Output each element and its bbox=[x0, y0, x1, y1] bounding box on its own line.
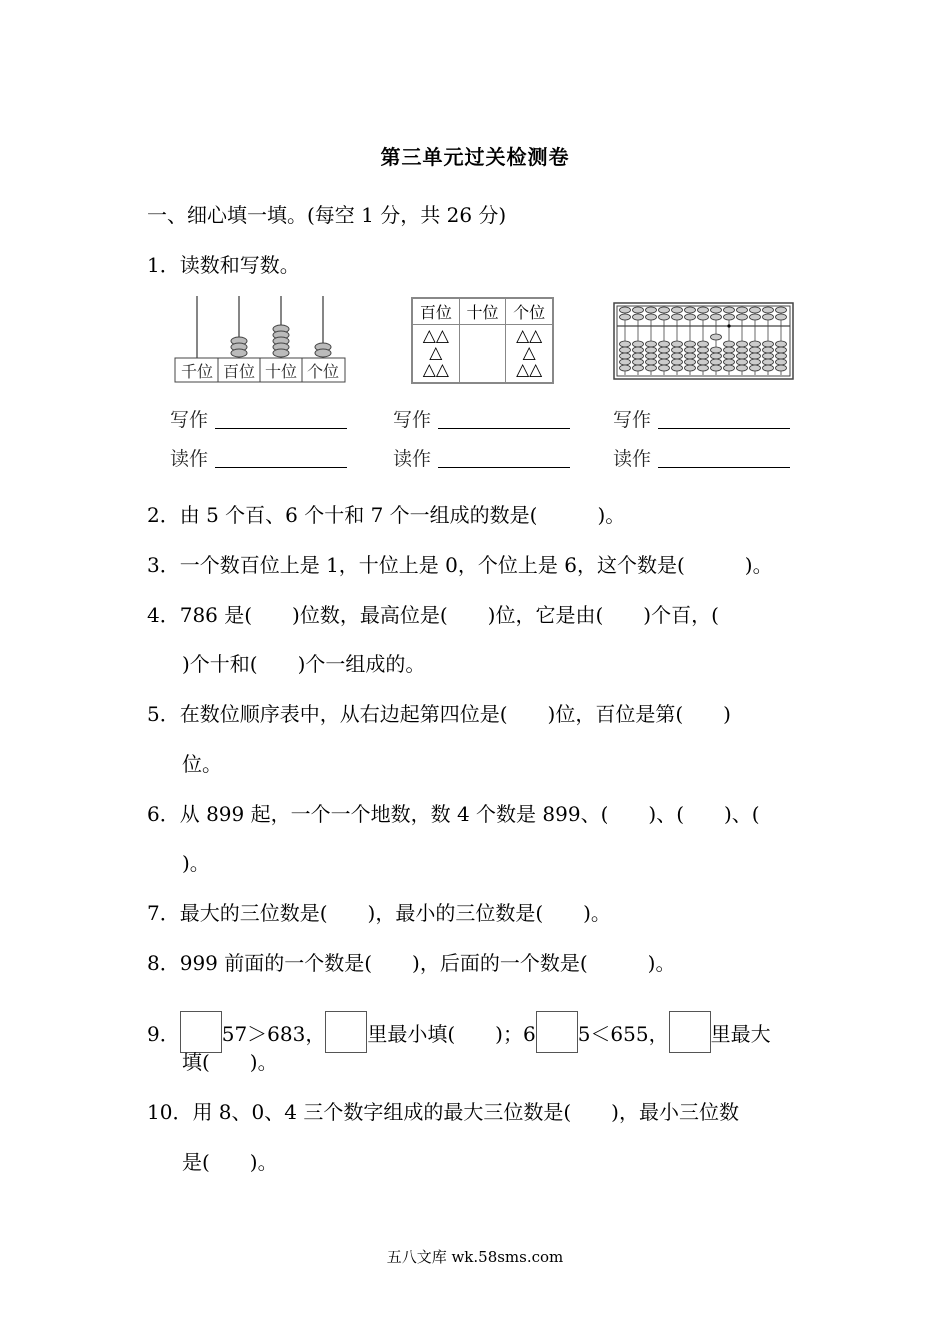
question-1: 1．读数和写数。 bbox=[147, 253, 300, 277]
abacus-bead bbox=[750, 353, 761, 359]
abacus-bead bbox=[776, 359, 787, 365]
read-answer-line-3[interactable] bbox=[658, 467, 790, 468]
abacus-bead bbox=[646, 365, 657, 371]
abacus-bead bbox=[776, 365, 787, 371]
abacus-bead bbox=[659, 341, 670, 347]
abacus-bead bbox=[711, 347, 722, 353]
question-3: 3．一个数百位上是 1，十位上是 0，个位上是 6，这个数是( )。 bbox=[147, 553, 773, 577]
question-6-line-2: )。 bbox=[182, 851, 210, 875]
abacus-bead bbox=[633, 307, 644, 313]
abacus-bead bbox=[646, 353, 657, 359]
read-answer-line-2[interactable] bbox=[438, 467, 570, 468]
question-10-line-1: 10．用 8、0、4 三个数字组成的最大三位数是( )，最小三位数 bbox=[147, 1100, 739, 1124]
section-heading: 一、细心填一填。(每空 1 分，共 26 分) bbox=[147, 203, 507, 227]
abacus-bead bbox=[633, 314, 644, 320]
abacus-bead bbox=[750, 341, 761, 347]
question-2: 2．由 5 个百、6 个十和 7 个一组成的数是( )。 bbox=[147, 503, 626, 527]
abacus-bead bbox=[724, 359, 735, 365]
write-answer-line-3[interactable] bbox=[658, 428, 790, 429]
abacus-label-hundreds: 百位 bbox=[222, 362, 256, 381]
abacus-bead bbox=[763, 314, 774, 320]
abacus-bead bbox=[620, 341, 631, 347]
abacus-bead bbox=[633, 359, 644, 365]
abacus-bead bbox=[685, 365, 696, 371]
place-value-table bbox=[411, 297, 554, 384]
page-title: 第三单元过关检测卷 bbox=[380, 145, 570, 169]
read-answer-line-1[interactable] bbox=[215, 467, 347, 468]
abacus-bead bbox=[763, 365, 774, 371]
abacus-bead bbox=[724, 353, 735, 359]
abacus-bead bbox=[672, 347, 683, 353]
header-tens: 十位 bbox=[459, 299, 506, 325]
header-hundreds: 百位 bbox=[413, 299, 460, 325]
question-5-line-2: 位。 bbox=[182, 752, 222, 776]
abacus-bead bbox=[711, 365, 722, 371]
abacus-bead bbox=[698, 365, 709, 371]
abacus-bead bbox=[273, 349, 289, 357]
abacus-bead bbox=[620, 347, 631, 353]
abacus-bead bbox=[698, 307, 709, 313]
question-4-line-1: 4．786 是( )位数，最高位是( )位，它是由( )个百，( bbox=[147, 603, 719, 627]
header-ones: 个位 bbox=[506, 299, 553, 325]
abacus-bead bbox=[620, 314, 631, 320]
abacus-bead bbox=[659, 359, 670, 365]
abacus-bead bbox=[711, 359, 722, 365]
question-9-line-2: 填( )。 bbox=[182, 1050, 278, 1074]
read-label-2: 读作 bbox=[393, 448, 432, 470]
abacus-label-tens: 十位 bbox=[264, 362, 298, 381]
write-answer-line-2[interactable] bbox=[438, 428, 570, 429]
abacus-bead bbox=[724, 365, 735, 371]
abacus-bead bbox=[776, 341, 787, 347]
abacus-label-thousands: 千位 bbox=[180, 362, 214, 381]
abacus-bead bbox=[763, 359, 774, 365]
abacus-diagram-1 bbox=[173, 294, 348, 384]
abacus-bead bbox=[685, 341, 696, 347]
footer-watermark: 五八文库 wk.58sms.com bbox=[386, 1248, 564, 1266]
abacus-bead bbox=[750, 365, 761, 371]
abacus-bead bbox=[698, 347, 709, 353]
abacus-bead bbox=[698, 353, 709, 359]
abacus-bead bbox=[776, 307, 787, 313]
write-label-2: 写作 bbox=[393, 409, 432, 431]
question-9-number: 9． bbox=[147, 1022, 180, 1046]
abacus-bead bbox=[711, 307, 722, 313]
abacus-label-ones: 个位 bbox=[306, 362, 340, 381]
abacus-diagram-2 bbox=[613, 302, 794, 380]
answer-box-ref bbox=[325, 1011, 367, 1053]
read-label-3: 读作 bbox=[613, 448, 652, 470]
abacus-bead bbox=[659, 347, 670, 353]
write-label-3: 写作 bbox=[613, 409, 652, 431]
abacus-bead bbox=[776, 353, 787, 359]
abacus-bead bbox=[737, 307, 748, 313]
abacus-bead bbox=[698, 359, 709, 365]
abacus-bead bbox=[724, 314, 735, 320]
question-5-line-1: 5．在数位顺序表中，从右边起第四位是( )位，百位是第( ) bbox=[147, 702, 731, 726]
abacus-bead bbox=[646, 314, 657, 320]
abacus-bead bbox=[737, 359, 748, 365]
abacus-bead bbox=[646, 359, 657, 365]
abacus-bead bbox=[646, 347, 657, 353]
triangle-cell-ones: △△ △ △△ bbox=[506, 325, 553, 383]
question-7: 7．最大的三位数是( )，最小的三位数是( )。 bbox=[147, 901, 611, 925]
question-8: 8．999 前面的一个数是( )，后面的一个数是( )。 bbox=[147, 951, 676, 975]
abacus-bead bbox=[711, 334, 722, 340]
question-9-line-1: 9． 57＞683， 里最小填( )；6 5＜655， 里最大 bbox=[147, 1011, 771, 1053]
abacus-bead bbox=[672, 314, 683, 320]
abacus-bead bbox=[620, 353, 631, 359]
abacus-bead bbox=[672, 365, 683, 371]
abacus-bead bbox=[231, 349, 247, 357]
abacus-bead bbox=[750, 359, 761, 365]
abacus-bead bbox=[620, 365, 631, 371]
abacus-bead bbox=[633, 353, 644, 359]
abacus-bead bbox=[711, 314, 722, 320]
abacus-bead bbox=[685, 347, 696, 353]
abacus-bead bbox=[620, 359, 631, 365]
abacus-bead bbox=[315, 349, 331, 357]
abacus-bead bbox=[724, 307, 735, 313]
abacus-bead bbox=[672, 341, 683, 347]
abacus-bead bbox=[724, 347, 735, 353]
abacus-bead bbox=[672, 359, 683, 365]
abacus-bead bbox=[763, 307, 774, 313]
abacus-bead bbox=[750, 347, 761, 353]
write-label-1: 写作 bbox=[170, 409, 209, 431]
abacus-bead bbox=[737, 314, 748, 320]
abacus-bead bbox=[750, 307, 761, 313]
abacus-bead bbox=[737, 347, 748, 353]
abacus-bead bbox=[711, 353, 722, 359]
abacus-bead bbox=[659, 365, 670, 371]
abacus-bead bbox=[685, 314, 696, 320]
answer-box[interactable] bbox=[536, 1011, 578, 1053]
answer-box[interactable] bbox=[180, 1011, 222, 1053]
abacus-bead bbox=[698, 341, 709, 347]
abacus-bead bbox=[776, 347, 787, 353]
abacus-bead bbox=[659, 307, 670, 313]
read-label-1: 读作 bbox=[170, 448, 209, 470]
abacus-bead bbox=[685, 353, 696, 359]
abacus-bead bbox=[672, 353, 683, 359]
abacus-bead bbox=[698, 314, 709, 320]
abacus-bead bbox=[763, 353, 774, 359]
abacus-bead bbox=[633, 341, 644, 347]
abacus-bead bbox=[659, 314, 670, 320]
abacus-bead bbox=[646, 341, 657, 347]
abacus-bead bbox=[750, 314, 761, 320]
abacus-bead bbox=[763, 347, 774, 353]
abacus-bead bbox=[763, 341, 774, 347]
question-6-line-1: 6．从 899 起，一个一个地数，数 4 个数是 899、( )、( )、( bbox=[147, 802, 760, 826]
abacus-bead bbox=[646, 307, 657, 313]
triangle-cell-hundreds: △△ △ △△ bbox=[413, 325, 460, 383]
abacus-bead bbox=[620, 307, 631, 313]
abacus-bead bbox=[737, 365, 748, 371]
abacus-bead bbox=[737, 341, 748, 347]
triangle-cell-tens bbox=[459, 325, 506, 383]
abacus-bead bbox=[737, 353, 748, 359]
abacus-bead bbox=[672, 307, 683, 313]
abacus-bead bbox=[776, 314, 787, 320]
abacus-bead bbox=[633, 347, 644, 353]
abacus-bead bbox=[724, 341, 735, 347]
abacus-bead bbox=[659, 353, 670, 359]
abacus-bead bbox=[685, 307, 696, 313]
abacus-bead bbox=[633, 365, 644, 371]
question-4-line-2: )个十和( )个一组成的。 bbox=[182, 652, 426, 676]
abacus-bead bbox=[685, 359, 696, 365]
write-answer-line-1[interactable] bbox=[215, 428, 347, 429]
question-10-line-2: 是( )。 bbox=[182, 1150, 278, 1174]
answer-box-ref bbox=[669, 1011, 711, 1053]
